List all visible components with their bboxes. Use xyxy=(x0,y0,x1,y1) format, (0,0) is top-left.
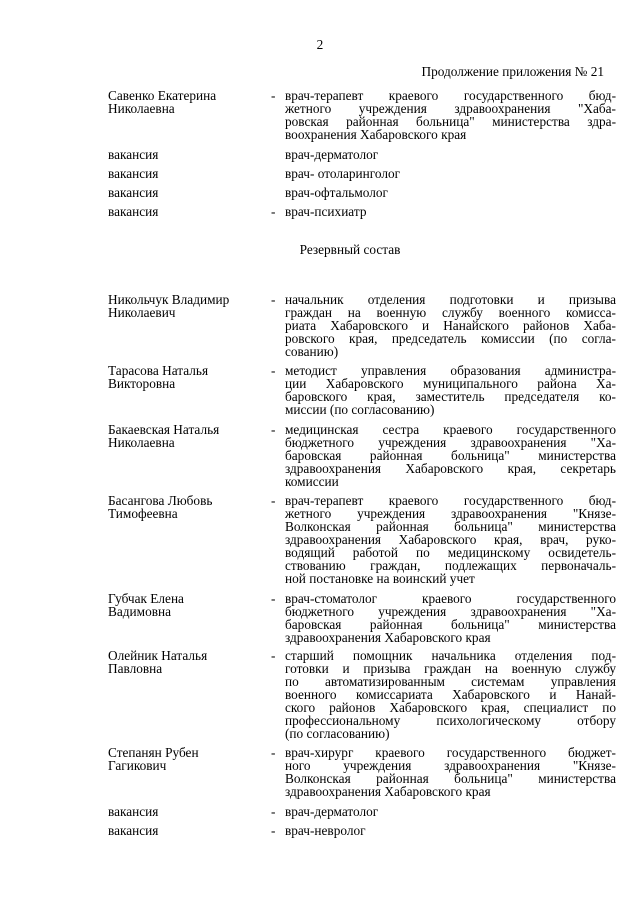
position-line: здравоохранения Хабаровского края xyxy=(285,630,491,645)
name-line: Павловна xyxy=(108,661,163,676)
name-line: Савенко Екатерина xyxy=(108,88,217,103)
name-line: Викторовна xyxy=(108,376,176,391)
position-line: бюджетного учреждения здравоохранения "Ха- xyxy=(285,435,616,450)
name-line: Николаевич xyxy=(108,305,176,320)
member-name xyxy=(108,293,268,319)
position-line: баровского края, заместитель председателя ко- xyxy=(285,389,616,404)
position-line: риата Хабаровского и Нанайского районов Хаба- xyxy=(285,318,616,333)
dash: - xyxy=(271,648,276,663)
member-position: врач-дерматолог xyxy=(285,804,379,819)
member-position xyxy=(285,746,616,798)
member-position: врач- отоларинголог xyxy=(285,166,401,181)
position-line: начальник отделения подготовки и призыва xyxy=(285,292,616,307)
position-line: методист управления образования администра- xyxy=(285,363,616,378)
dash: - xyxy=(271,591,276,606)
member-position xyxy=(285,364,616,416)
position-line: по автоматизированным системам управления xyxy=(285,674,616,689)
name-line: Бакаевская Наталья xyxy=(108,422,220,437)
position-line: здравоохранения Хабаровского края, врач, руко- xyxy=(285,532,616,547)
position-line: ствованию граждан, подлежащих первоначаль- xyxy=(285,558,616,573)
position-line: комиссии xyxy=(285,474,339,489)
dash: - xyxy=(271,804,276,819)
member-name xyxy=(108,494,268,520)
name-line: Басангова Любовь xyxy=(108,493,213,508)
page-number: 2 xyxy=(316,37,324,52)
dash: - xyxy=(271,363,276,378)
name-line: Вадимовна xyxy=(108,604,172,619)
position-line: баровская районная больница" министерства xyxy=(285,617,616,632)
position-line: военного комиссариата Хабаровского и Нанай- xyxy=(285,687,616,702)
position-line: профессиональному психологическому отбору xyxy=(285,713,616,728)
dash: - xyxy=(271,745,276,760)
member-name xyxy=(108,423,268,449)
position-line: ского районов Хабаровского края, специалист по xyxy=(285,700,616,715)
position-line: ции Хабаровского муниципального района Ха- xyxy=(285,376,616,391)
position-line: здравоохранения Хабаровского края, секретарь xyxy=(285,461,616,476)
name-line: Тарасова Наталья xyxy=(108,363,209,378)
name-line: Тимофеевна xyxy=(108,506,178,521)
position-line: врач-стоматолог краевого государственного xyxy=(285,591,616,606)
member-position xyxy=(285,649,616,740)
section-title: Резервный состав xyxy=(299,242,401,257)
name-line: Степанян Рубен xyxy=(108,745,199,760)
member-position: врач-психиатр xyxy=(285,204,367,219)
member-position xyxy=(285,494,616,585)
position-line: ровская районная больница" министерства здра- xyxy=(285,114,616,129)
position-line: врач-терапевт краевого государственного бюд- xyxy=(285,88,616,103)
name-line: Никольчук Владимир xyxy=(108,292,230,307)
name-line: Гагикович xyxy=(108,758,167,773)
member-name xyxy=(108,746,268,772)
position-line: ной постановке на воинский учет xyxy=(285,571,475,586)
dash: - xyxy=(271,204,276,219)
position-line: ного учреждения здравоохранения "Князе- xyxy=(285,758,616,773)
member-name: вакансия xyxy=(108,147,159,162)
position-line: баровская районная больница" министерства xyxy=(285,448,616,463)
name-line: Олейник Наталья xyxy=(108,648,208,663)
dash: - xyxy=(271,493,276,508)
position-line: (по согласованию) xyxy=(285,726,390,741)
member-name xyxy=(108,649,268,675)
member-name: вакансия xyxy=(108,804,159,819)
position-line: граждан на военную службу военного комисса- xyxy=(285,305,616,320)
position-line: жетного учреждения здравоохранения "Князе- xyxy=(285,506,616,521)
member-name: вакансия xyxy=(108,185,159,200)
dash: - xyxy=(271,823,276,838)
name-line: Николаевна xyxy=(108,435,175,450)
member-name: вакансия xyxy=(108,166,159,181)
dash: - xyxy=(271,292,276,307)
member-name xyxy=(108,364,268,390)
position-line: врач-хирург краевого государственного бюджет- xyxy=(285,745,616,760)
position-line: жетного учреждения здравоохранения "Хаба- xyxy=(285,101,616,116)
member-name xyxy=(108,592,268,618)
member-name: вакансия xyxy=(108,204,159,219)
member-position: врач-дерматолог xyxy=(285,147,379,162)
member-name: вакансия xyxy=(108,823,159,838)
member-position xyxy=(285,592,616,644)
position-line: водящий работой по медицинскому освидетель- xyxy=(285,545,616,560)
position-line: здравоохранения Хабаровского края xyxy=(285,784,491,799)
position-line: готовки и призыва граждан на военную службу xyxy=(285,661,616,676)
member-position xyxy=(285,293,616,358)
position-line: врач-терапевт краевого государственного бюд- xyxy=(285,493,616,508)
dash: - xyxy=(271,422,276,437)
position-line: старший помощник начальника отделения под- xyxy=(285,648,616,663)
position-line: медицинская сестра краевого государственного xyxy=(285,422,616,437)
appendix-note: Продолжение приложения № 21 xyxy=(421,64,604,79)
member-position: врач-офтальмолог xyxy=(285,185,388,200)
member-position: врач-невролог xyxy=(285,823,366,838)
position-line: Волконская районная больница" министерства xyxy=(285,771,616,786)
name-line: Николаевна xyxy=(108,101,175,116)
member-position xyxy=(285,423,616,488)
name-line: Губчак Елена xyxy=(108,591,184,606)
position-line: бюджетного учреждения здравоохранения "Ха- xyxy=(285,604,616,619)
position-line: воохранения Хабаровского края xyxy=(285,127,467,142)
position-line: Волконская районная больница" министерства xyxy=(285,519,616,534)
dash: - xyxy=(271,88,276,103)
position-line: ровского края, председатель комиссии (по согла- xyxy=(285,331,616,346)
position-line: сованию) xyxy=(285,344,339,359)
member-position xyxy=(285,89,616,141)
position-line: миссии (по согласованию) xyxy=(285,402,435,417)
member-name xyxy=(108,89,268,115)
